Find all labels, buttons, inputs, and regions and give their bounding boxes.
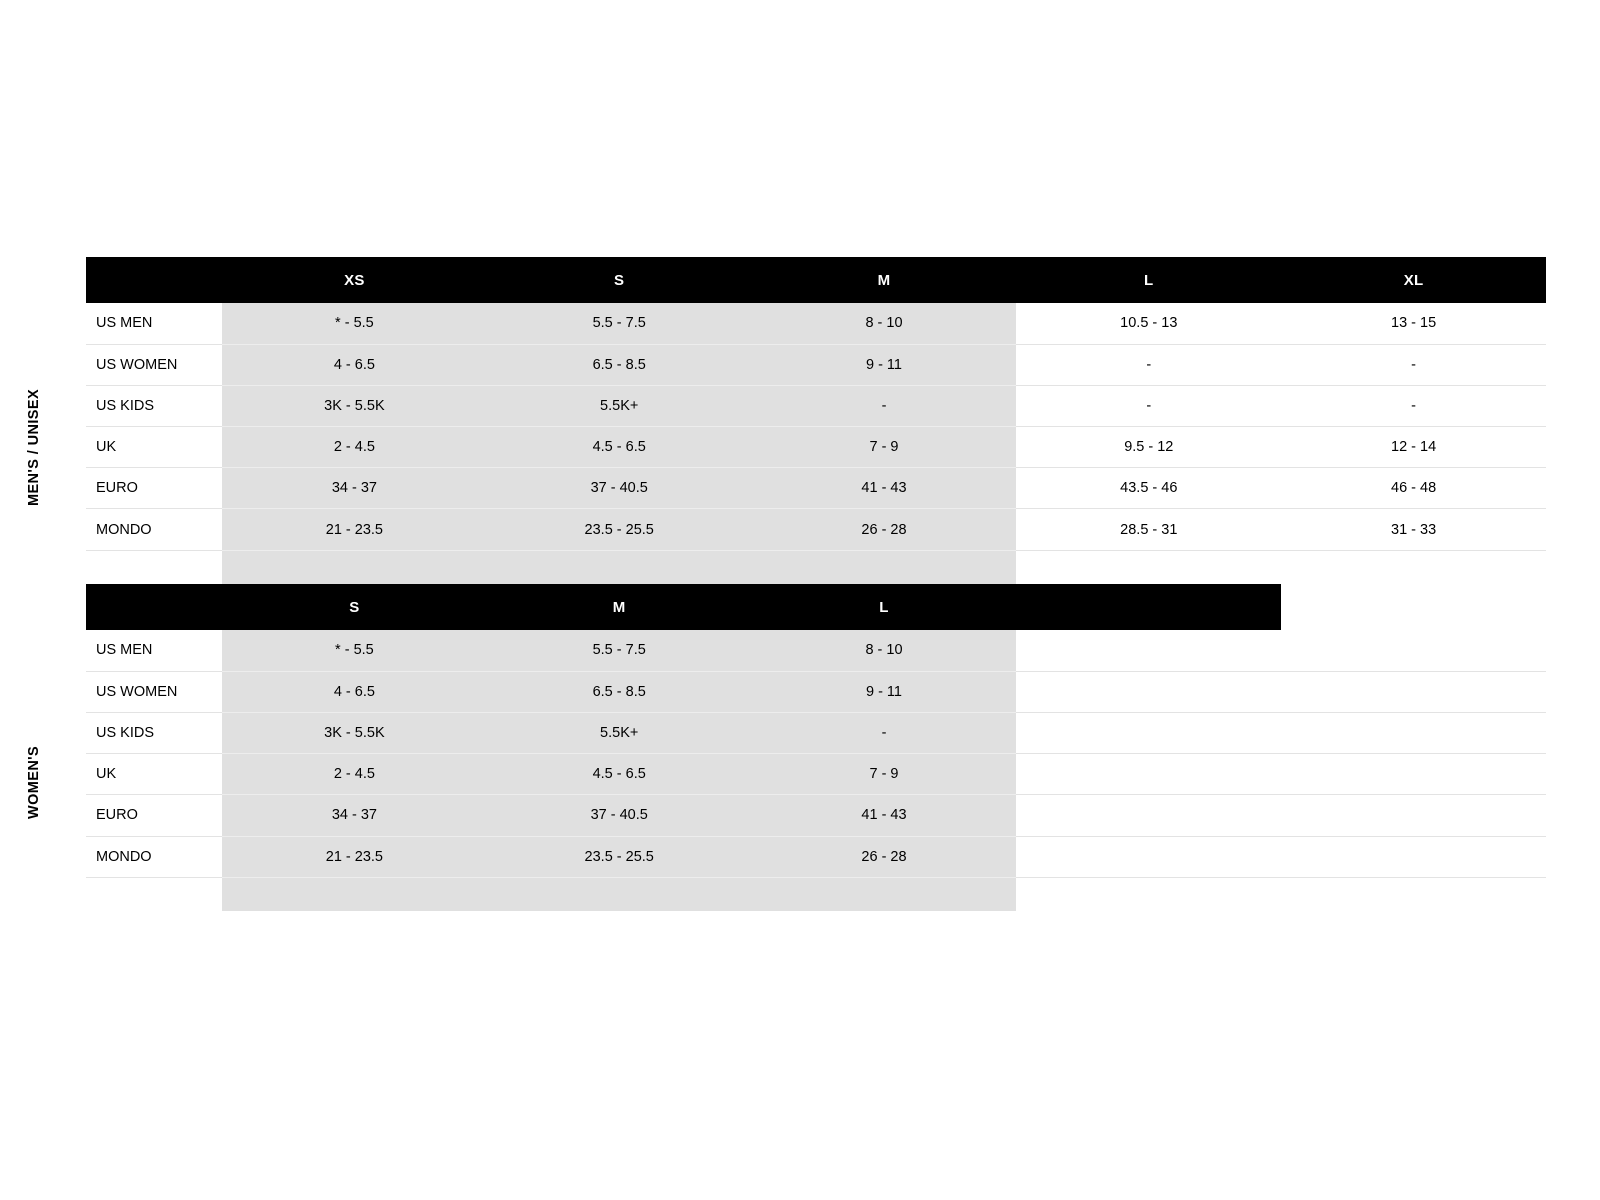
cell-us-men-l: 8 - 10 xyxy=(752,630,1017,671)
table-spacer-row xyxy=(86,550,1546,584)
cell-euro-empty-4 xyxy=(1016,795,1281,836)
table-row xyxy=(86,303,1546,344)
cell-us-kids-empty-5 xyxy=(1281,713,1546,754)
cell-euro-empty-5 xyxy=(1281,795,1546,836)
cell-euro-s: 34 - 37 xyxy=(222,795,487,836)
cell-us-kids-l: - xyxy=(1016,385,1281,426)
cell-euro-xl: 46 - 48 xyxy=(1281,468,1546,509)
cell-uk-m: 7 - 9 xyxy=(752,427,1017,468)
column-header-m: M xyxy=(487,584,752,630)
spacer-cell-m xyxy=(752,550,1017,584)
table-header-row xyxy=(86,257,1546,303)
column-header-xl: XL xyxy=(1281,257,1546,303)
cell-us-women-empty-4 xyxy=(1016,671,1281,712)
cell-uk-empty-4 xyxy=(1016,754,1281,795)
row-label-mondo: MONDO xyxy=(86,836,222,877)
cell-us-kids-m: 5.5K+ xyxy=(487,713,752,754)
cell-us-men-m: 5.5 - 7.5 xyxy=(487,630,752,671)
cell-us-kids-m: - xyxy=(752,385,1017,426)
cell-us-kids-xs: 3K - 5.5K xyxy=(222,385,487,426)
cell-us-women-s: 4 - 6.5 xyxy=(222,671,487,712)
cell-uk-xl: 12 - 14 xyxy=(1281,427,1546,468)
cell-us-women-xs: 4 - 6.5 xyxy=(222,344,487,385)
cell-us-women-m: 6.5 - 8.5 xyxy=(487,671,752,712)
cell-us-women-m: 9 - 11 xyxy=(752,344,1017,385)
column-header-s: S xyxy=(487,257,752,303)
cell-us-men-empty-5 xyxy=(1281,630,1546,671)
cell-us-men-xl: 13 - 15 xyxy=(1281,303,1546,344)
cell-us-kids-s: 3K - 5.5K xyxy=(222,713,487,754)
cell-us-men-xs: * - 5.5 xyxy=(222,303,487,344)
header-corner-cell xyxy=(86,257,222,303)
row-label-euro: EURO xyxy=(86,795,222,836)
column-header-xs: XS xyxy=(222,257,487,303)
cell-euro-l: 43.5 - 46 xyxy=(1016,468,1281,509)
column-header-m: M xyxy=(752,257,1017,303)
header-corner-cell xyxy=(86,584,222,630)
spacer-cell-4 xyxy=(1016,877,1281,911)
cell-us-kids-xl: - xyxy=(1281,385,1546,426)
table-row xyxy=(86,468,1546,509)
cell-uk-s: 4.5 - 6.5 xyxy=(487,427,752,468)
row-label-uk: UK xyxy=(86,754,222,795)
cell-us-men-empty-4 xyxy=(1016,630,1281,671)
cell-us-men-m: 8 - 10 xyxy=(752,303,1017,344)
table-header-row xyxy=(86,584,1546,630)
row-label-uk: UK xyxy=(86,427,222,468)
cell-mondo-s: 23.5 - 25.5 xyxy=(487,509,752,550)
spacer-cell xyxy=(86,877,222,911)
mens-unisex-table-block xyxy=(86,257,1546,584)
row-label-us-kids: US KIDS xyxy=(86,713,222,754)
table-row xyxy=(86,754,1546,795)
table-spacer-row xyxy=(86,877,1546,911)
table-row xyxy=(86,630,1546,671)
row-label-us-men: US MEN xyxy=(86,630,222,671)
cell-mondo-s: 21 - 23.5 xyxy=(222,836,487,877)
row-label-us-men: US MEN xyxy=(86,303,222,344)
spacer-cell-m xyxy=(487,877,752,911)
cell-us-men-l: 10.5 - 13 xyxy=(1016,303,1281,344)
row-label-euro: EURO xyxy=(86,468,222,509)
column-header-s: S xyxy=(222,584,487,630)
cell-us-women-s: 6.5 - 8.5 xyxy=(487,344,752,385)
spacer-cell-l xyxy=(1016,550,1281,584)
cell-euro-l: 41 - 43 xyxy=(752,795,1017,836)
table-row xyxy=(86,671,1546,712)
table-row xyxy=(86,344,1546,385)
table-row xyxy=(86,385,1546,426)
mens-unisex-size-table xyxy=(86,257,1546,584)
cell-uk-xs: 2 - 4.5 xyxy=(222,427,487,468)
cell-euro-m: 41 - 43 xyxy=(752,468,1017,509)
cell-uk-empty-5 xyxy=(1281,754,1546,795)
column-header-l: L xyxy=(752,584,1017,630)
table-row xyxy=(86,713,1546,754)
header-empty-cell-4 xyxy=(1016,584,1281,630)
section-label-womens: WOMEN'S xyxy=(26,745,42,819)
row-label-us-women: US WOMEN xyxy=(86,671,222,712)
row-label-mondo: MONDO xyxy=(86,509,222,550)
cell-uk-m: 4.5 - 6.5 xyxy=(487,754,752,795)
cell-us-women-xl: - xyxy=(1281,344,1546,385)
size-chart-tables xyxy=(86,257,1546,911)
cell-us-women-l: - xyxy=(1016,344,1281,385)
cell-us-kids-l: - xyxy=(752,713,1017,754)
spacer-cell-l xyxy=(752,877,1017,911)
womens-table-block xyxy=(86,584,1546,911)
cell-us-men-s: * - 5.5 xyxy=(222,630,487,671)
cell-mondo-xs: 21 - 23.5 xyxy=(222,509,487,550)
spacer-cell-xl xyxy=(1281,550,1546,584)
cell-us-women-l: 9 - 11 xyxy=(752,671,1017,712)
cell-euro-xs: 34 - 37 xyxy=(222,468,487,509)
spacer-cell-xs xyxy=(222,550,487,584)
table-row xyxy=(86,427,1546,468)
spacer-cell-s xyxy=(222,877,487,911)
table-row xyxy=(86,509,1546,550)
cell-mondo-l: 28.5 - 31 xyxy=(1016,509,1281,550)
cell-us-women-empty-5 xyxy=(1281,671,1546,712)
cell-us-kids-empty-4 xyxy=(1016,713,1281,754)
table-row xyxy=(86,795,1546,836)
cell-mondo-xl: 31 - 33 xyxy=(1281,509,1546,550)
cell-us-men-s: 5.5 - 7.5 xyxy=(487,303,752,344)
womens-size-table xyxy=(86,584,1546,911)
cell-uk-l: 7 - 9 xyxy=(752,754,1017,795)
header-blank-cell-5 xyxy=(1281,584,1546,630)
row-label-us-kids: US KIDS xyxy=(86,385,222,426)
cell-uk-s: 2 - 4.5 xyxy=(222,754,487,795)
cell-mondo-m: 23.5 - 25.5 xyxy=(487,836,752,877)
cell-mondo-m: 26 - 28 xyxy=(752,509,1017,550)
cell-mondo-empty-4 xyxy=(1016,836,1281,877)
cell-us-kids-s: 5.5K+ xyxy=(487,385,752,426)
spacer-cell-5 xyxy=(1281,877,1546,911)
spacer-cell xyxy=(86,550,222,584)
table-row xyxy=(86,836,1546,877)
column-header-l: L xyxy=(1016,257,1281,303)
section-label-mens-unisex: MEN'S / UNISEX xyxy=(26,388,42,506)
cell-mondo-l: 26 - 28 xyxy=(752,836,1017,877)
cell-euro-s: 37 - 40.5 xyxy=(487,468,752,509)
cell-mondo-empty-5 xyxy=(1281,836,1546,877)
cell-uk-l: 9.5 - 12 xyxy=(1016,427,1281,468)
cell-euro-m: 37 - 40.5 xyxy=(487,795,752,836)
spacer-cell-s xyxy=(487,550,752,584)
row-label-us-women: US WOMEN xyxy=(86,344,222,385)
